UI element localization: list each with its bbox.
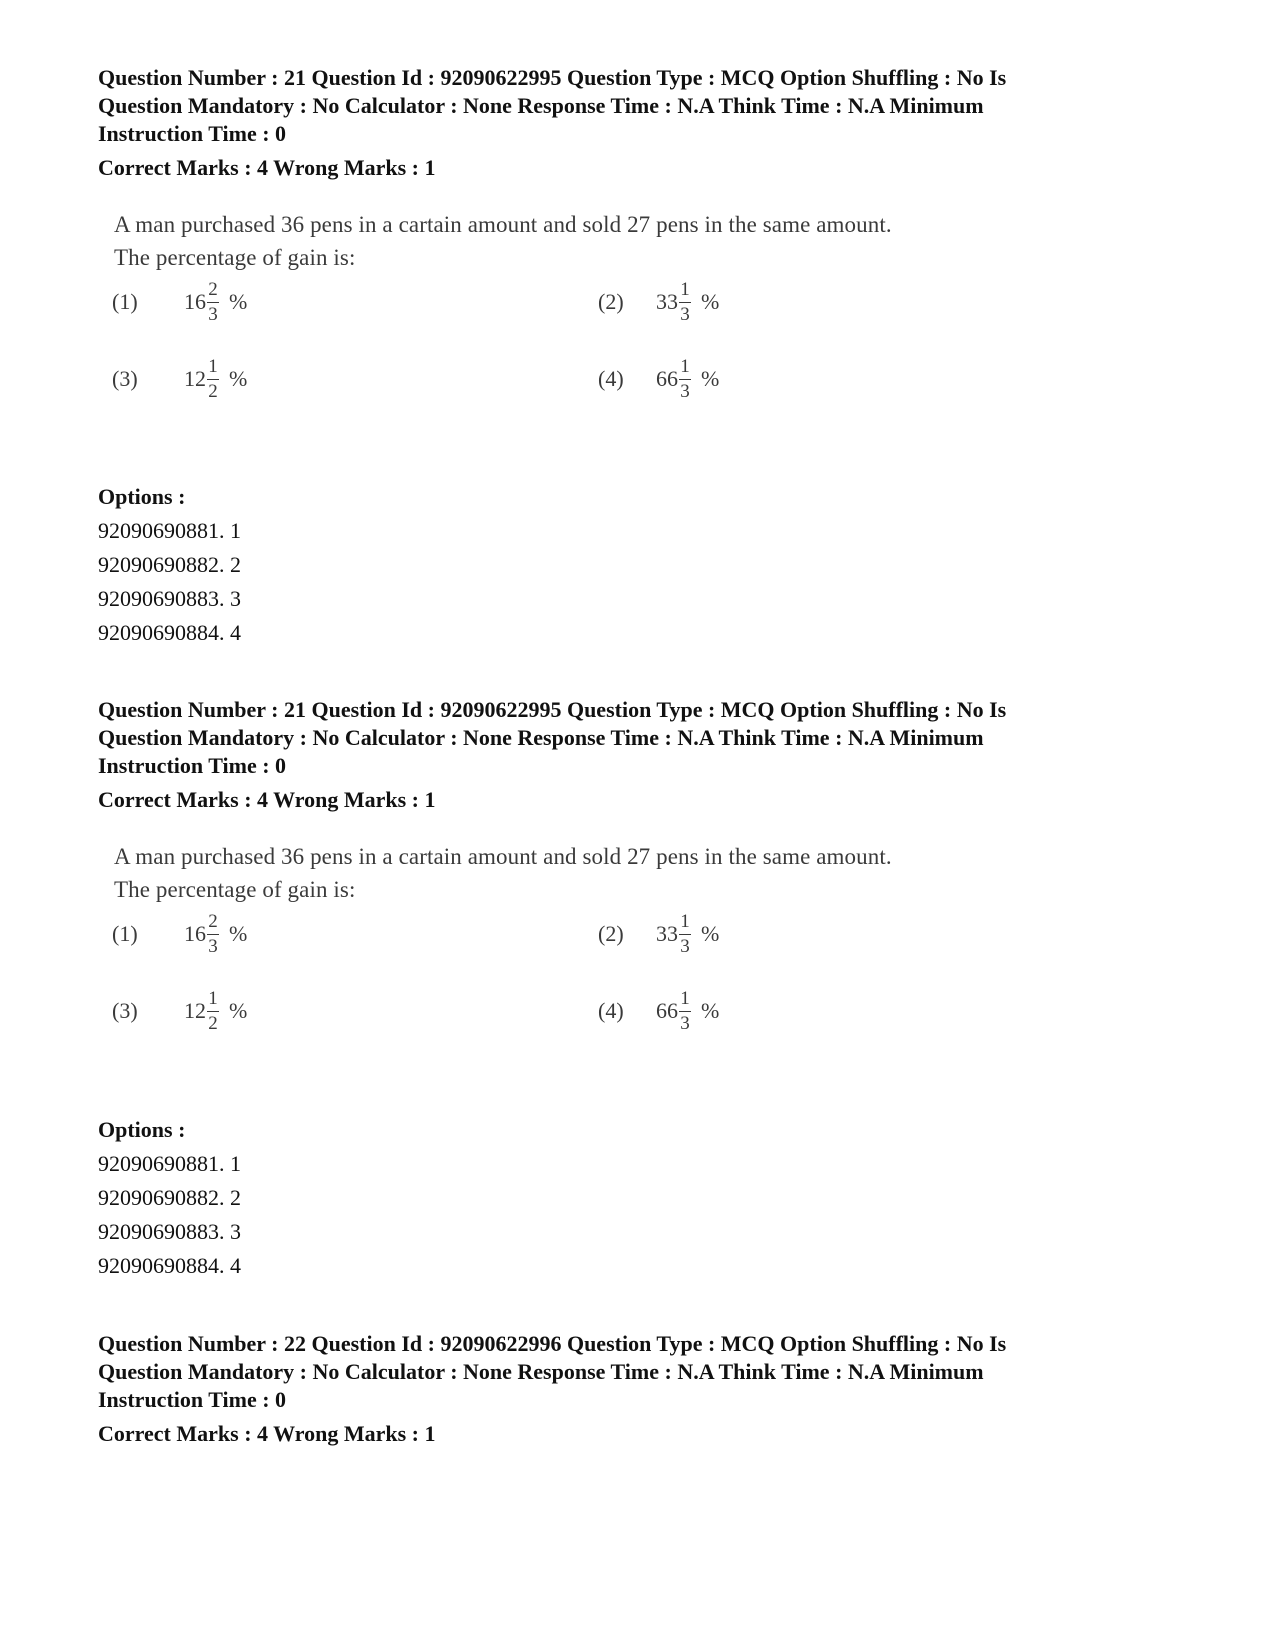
choice-number: (3) (112, 366, 138, 391)
denominator: 3 (680, 1012, 690, 1034)
question-meta-line: Question Number : 21 Question Id : 92090622995 Question Type : MCQ Option Shuffling : No Is (98, 697, 1007, 722)
fraction (207, 989, 219, 1034)
choice-number: (3) (112, 998, 138, 1023)
mixed-fraction (656, 357, 719, 402)
mixed-fraction (184, 280, 247, 325)
option-item: 92090690883. 3 (98, 1219, 241, 1244)
percent-sign: % (701, 366, 720, 391)
fraction (679, 280, 691, 325)
denominator: 3 (680, 303, 690, 325)
answer-choice (112, 349, 247, 409)
numerator: 1 (680, 278, 690, 300)
option-item: 92090690881. 1 (98, 1151, 241, 1176)
whole-part: 33 (656, 921, 678, 946)
fraction (679, 989, 691, 1034)
numerator: 1 (680, 355, 690, 377)
fraction (207, 912, 219, 957)
denominator: 3 (680, 380, 690, 402)
mixed-fraction (656, 912, 719, 957)
numerator: 1 (680, 910, 690, 932)
choice-number: (2) (598, 289, 624, 314)
answer-choice (112, 272, 247, 332)
fraction (679, 357, 691, 402)
percent-sign: % (229, 289, 248, 314)
answer-choice (598, 904, 719, 964)
question-image (98, 200, 1118, 432)
fraction (679, 912, 691, 957)
question-stem (114, 208, 1114, 274)
fraction-bar (207, 934, 219, 935)
whole-part: 66 (656, 366, 678, 391)
stem-line: The percentage of gain is: (114, 245, 356, 270)
choice-number: (4) (598, 998, 624, 1023)
option-item: 92090690883. 3 (98, 586, 241, 611)
answer-choice (598, 349, 719, 409)
question-stem (114, 840, 1114, 906)
fraction-bar (207, 1011, 219, 1012)
denominator: 2 (208, 380, 218, 402)
marks-line: Correct Marks : 4 Wrong Marks : 1 (98, 155, 436, 180)
question-meta-line: Question Number : 21 Question Id : 92090622995 Question Type : MCQ Option Shuffling : No Is (98, 65, 1007, 90)
marks-line: Correct Marks : 4 Wrong Marks : 1 (98, 787, 436, 812)
question-meta-line: Question Number : 22 Question Id : 92090622996 Question Type : MCQ Option Shuffling : No Is (98, 1331, 1007, 1356)
fraction (207, 280, 219, 325)
denominator: 3 (680, 935, 690, 957)
fraction-bar (207, 379, 219, 380)
mixed-fraction (184, 357, 247, 402)
numerator: 1 (208, 987, 218, 1009)
fraction-bar (679, 302, 691, 303)
mixed-fraction (656, 989, 719, 1034)
choice-number: (1) (112, 921, 138, 946)
question-header (98, 1330, 1188, 1448)
choice-number: (1) (112, 289, 138, 314)
fraction-bar (679, 934, 691, 935)
question-meta-line: Question Mandatory : No Calculator : None Response Time : N.A Think Time : N.A Minimum (98, 93, 984, 118)
mixed-fraction (184, 989, 247, 1034)
choice-number: (2) (598, 921, 624, 946)
denominator: 3 (208, 303, 218, 325)
choice-number: (4) (598, 366, 624, 391)
numerator: 2 (208, 278, 218, 300)
mixed-fraction (184, 912, 247, 957)
numerator: 2 (208, 910, 218, 932)
question-meta-line: Instruction Time : 0 (98, 753, 287, 778)
percent-sign: % (229, 921, 248, 946)
fraction (207, 357, 219, 402)
options-list (98, 1113, 241, 1283)
whole-part: 16 (184, 289, 206, 314)
percent-sign: % (229, 366, 248, 391)
answer-choice (112, 904, 247, 964)
percent-sign: % (701, 998, 720, 1023)
whole-part: 33 (656, 289, 678, 314)
whole-part: 16 (184, 921, 206, 946)
fraction-bar (679, 379, 691, 380)
percent-sign: % (701, 921, 720, 946)
whole-part: 12 (184, 366, 206, 391)
option-item: 92090690881. 1 (98, 518, 241, 543)
option-item: 92090690882. 2 (98, 552, 241, 577)
mixed-fraction (656, 280, 719, 325)
answer-choice (112, 981, 247, 1041)
question-meta-line: Instruction Time : 0 (98, 1387, 287, 1412)
question-header (98, 64, 1188, 182)
options-title: Options : (98, 1117, 186, 1142)
question-meta-line: Question Mandatory : No Calculator : None Response Time : N.A Think Time : N.A Minimum (98, 725, 984, 750)
question-header (98, 696, 1188, 814)
question-meta-line: Question Mandatory : No Calculator : None Response Time : N.A Think Time : N.A Minimum (98, 1359, 984, 1384)
percent-sign: % (229, 998, 248, 1023)
question-meta-line: Instruction Time : 0 (98, 121, 287, 146)
denominator: 3 (208, 935, 218, 957)
numerator: 1 (680, 987, 690, 1009)
option-item: 92090690884. 4 (98, 620, 241, 645)
denominator: 2 (208, 1012, 218, 1034)
option-item: 92090690884. 4 (98, 1253, 241, 1278)
options-title: Options : (98, 484, 186, 509)
answer-choice (598, 272, 719, 332)
marks-line: Correct Marks : 4 Wrong Marks : 1 (98, 1421, 436, 1446)
numerator: 1 (208, 355, 218, 377)
option-item: 92090690882. 2 (98, 1185, 241, 1210)
percent-sign: % (701, 289, 720, 314)
options-list (98, 480, 241, 650)
stem-line: The percentage of gain is: (114, 877, 356, 902)
question-image (98, 832, 1118, 1064)
whole-part: 12 (184, 998, 206, 1023)
stem-line: A man purchased 36 pens in a cartain amount and sold 27 pens in the same amount. (114, 212, 892, 237)
stem-line: A man purchased 36 pens in a cartain amount and sold 27 pens in the same amount. (114, 844, 892, 869)
fraction-bar (679, 1011, 691, 1012)
whole-part: 66 (656, 998, 678, 1023)
fraction-bar (207, 302, 219, 303)
answer-choice (598, 981, 719, 1041)
